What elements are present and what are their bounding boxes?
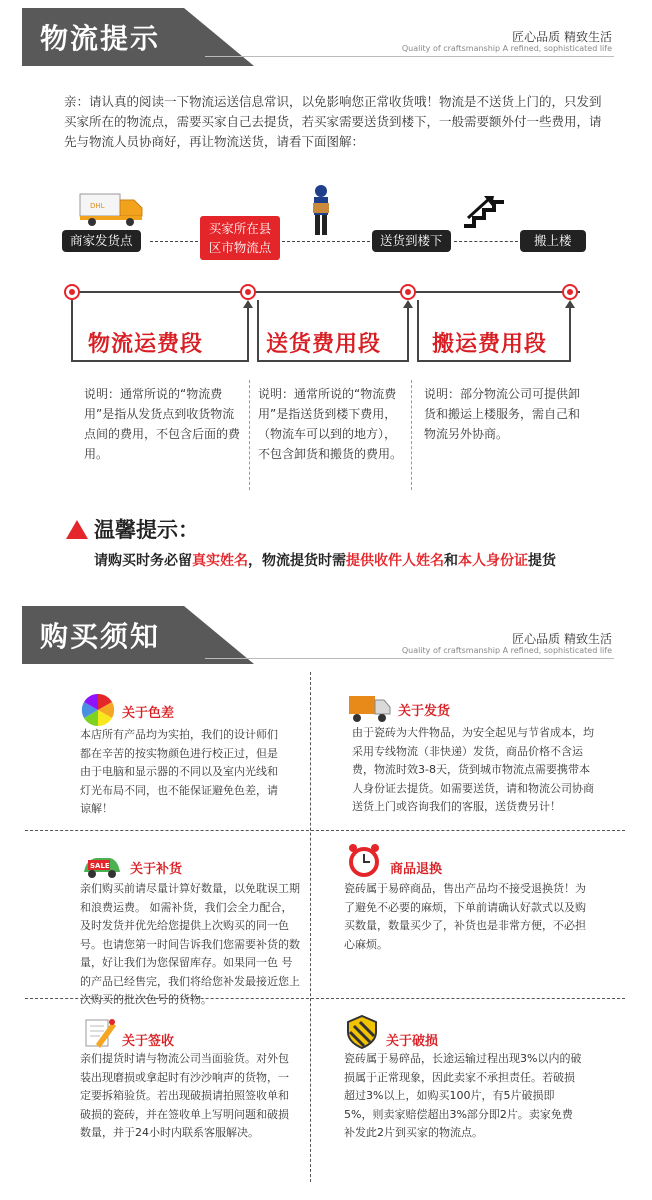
warning-part-1: 请购买时务必留 bbox=[94, 553, 192, 569]
cards-divider-1 bbox=[25, 830, 625, 831]
segment-desc-3: 说明：部分物流公司可提供卸货和搬运上楼服务，需自己和物流另外协商。 bbox=[424, 387, 581, 441]
warning-part-3: ，物流提货时需 bbox=[248, 553, 346, 569]
segment-title-3: 搬运费用段 bbox=[432, 332, 548, 357]
bracket-1-bottom bbox=[71, 360, 249, 362]
sign-pencil-icon bbox=[82, 1014, 118, 1050]
shield-icon bbox=[344, 1014, 380, 1050]
card-title-color: 关于色差 bbox=[122, 706, 175, 721]
warning-title bbox=[66, 514, 199, 544]
flow-step-merchant: 商家发货点 bbox=[62, 230, 141, 252]
delivery-truck-icon bbox=[348, 690, 392, 726]
purchase-tag-cn: 匠心品质 精致生活 bbox=[512, 632, 612, 646]
card-text-damage: 瓷砖属于易碎品，长途运输过程出现3%以内的破损属于正常现象，因此卖家不承担责任。若破损超过3%以上，如购买100片，有5片破损即5%，则卖家赔偿超出3%部分即2片。卖家免费补发此2片到买家的物流点。 bbox=[344, 1052, 582, 1139]
bracket-3-bottom bbox=[417, 360, 571, 362]
flow-connector-2 bbox=[282, 241, 370, 242]
card-title-damage: 关于破损 bbox=[386, 1034, 439, 1049]
warning-line bbox=[94, 550, 556, 570]
flow-step2-line1: 买家所在县 bbox=[208, 221, 272, 236]
logistics-rule bbox=[205, 56, 614, 57]
stairs-icon bbox=[460, 192, 510, 230]
flow-connector-1 bbox=[150, 241, 198, 242]
flow-step2-line2: 区市物流点 bbox=[208, 240, 272, 255]
card-title-signing: 关于签收 bbox=[122, 1034, 175, 1049]
warning-part-2: 真实姓名 bbox=[192, 553, 248, 569]
timeline-node-2 bbox=[240, 284, 256, 300]
warning-title-text: 温馨提示： bbox=[94, 518, 199, 542]
segment-desc-2: 说明：通常所说的“物流费用”是指送货到楼下费用，（物流车可以到的地方），不包含卸货和搬货的费用。 bbox=[258, 387, 403, 461]
alarm-clock-icon bbox=[346, 842, 382, 878]
bracket-3-right bbox=[569, 306, 571, 362]
card-text-shipping: 由于瓷砖为大件物品，为安全起见与节省成本，均采用专线物流（非快递）发货，商品价格不含运费，物流时效3-8天，货到城市物流点需要携带本人身份证去提货。如需要送货，请和物流公司协商送货上门或咨询我们的客服，送货费另计！ bbox=[352, 726, 594, 813]
card-text-returns: 瓷砖属于易碎商品，售出产品均不接受退换货！为了避免不必要的麻烦，下单前请确认好款式以及购买数量，数量买少了，补货也是非常方便，不必担心麻烦。 bbox=[344, 882, 586, 951]
sale-car-icon bbox=[80, 848, 124, 884]
bracket-2-left bbox=[257, 300, 259, 362]
segment-title-1: 物流运费段 bbox=[88, 332, 204, 357]
purchase-banner-tail bbox=[184, 606, 254, 664]
bracket-2-bottom bbox=[257, 360, 409, 362]
warning-part-6: 本人身份证 bbox=[458, 553, 528, 569]
purchase-tag-en: Quality of craftsmanship A refined, sophisticated life bbox=[401, 646, 612, 655]
bracket-3-arrow bbox=[565, 300, 575, 308]
delivery-truck-icon bbox=[78, 192, 146, 228]
bracket-2-right bbox=[407, 306, 409, 362]
card-text-restock: 亲们购买前请尽量计算好数量，以免耽误工期和浪费运费。 如需补货，我们会全力配合，及时发货并优先给您提供上次购买的同一色号。也请您第一时间告诉我们您需要补货的数量，好让我们为您保留库存。如果同一色 号的产品已经售完，我们将给您补发最接近您上次购买的批次色号的货物。 bbox=[80, 882, 300, 1006]
card-title-returns: 商品退换 bbox=[390, 862, 443, 877]
logistics-banner bbox=[22, 8, 184, 66]
warning-part-7: 提货 bbox=[528, 553, 556, 569]
purchase-rule bbox=[205, 658, 614, 659]
bracket-2-arrow bbox=[403, 300, 413, 308]
intro-text: 亲：请认真的阅读一下物流运送信息常识，以免影响您正常收货哦！物流是不送货上门的，只发到买家所在的物流点，需要买家自己去提货，若买家需要送货到楼下，一般需要额外付一些费用，请先与物流人员协商好，再让物流送货，请看下面图解： bbox=[64, 94, 602, 149]
desc-divider-2 bbox=[411, 380, 412, 490]
bracket-1-arrow bbox=[243, 300, 253, 308]
warning-part-5: 和 bbox=[444, 553, 458, 569]
logistics-banner-tail bbox=[184, 8, 254, 66]
flow-step-downstairs: 送货到楼下 bbox=[372, 230, 451, 252]
card-text-signing: 亲们提货时请与物流公司当面验货。对外包装出现磨损或拿起时有沙沙响声的货物，一定要拆箱验货。若出现破损请拍照签收单和破损的瓷砖，并在签收单上写明问题和破损数量，并于24小时内联系客服解决。 bbox=[80, 1052, 289, 1139]
flow-connector-3 bbox=[454, 241, 518, 242]
cards-vertical-divider bbox=[310, 672, 311, 1182]
warning-triangle-icon bbox=[66, 520, 88, 539]
bracket-1-left bbox=[71, 300, 73, 362]
segment-title-2: 送货费用段 bbox=[266, 332, 382, 357]
timeline-node-4 bbox=[562, 284, 578, 300]
segment-desc-1: 说明：通常所说的“物流费用”是指从发货点到收货物流点间的费用，不包含后面的费用。 bbox=[84, 387, 241, 461]
logistics-tag-en: Quality of craftsmanship A refined, sophisticated life bbox=[401, 44, 612, 53]
timeline-node-1 bbox=[64, 284, 80, 300]
timeline-node-3 bbox=[400, 284, 416, 300]
bracket-3-left bbox=[417, 300, 419, 362]
svg-text:SALE: SALE bbox=[90, 862, 110, 870]
card-title-shipping: 关于发货 bbox=[398, 704, 451, 719]
courier-person-icon bbox=[304, 183, 338, 239]
color-palette-icon bbox=[80, 692, 116, 728]
flow-step-buyer-point bbox=[200, 216, 280, 260]
purchase-banner bbox=[22, 606, 184, 664]
logistics-title: 物流提示 bbox=[40, 22, 161, 55]
desc-divider-1 bbox=[249, 380, 250, 490]
warning-part-4: 提供收件人姓名 bbox=[346, 553, 444, 569]
bracket-1-right bbox=[247, 306, 249, 362]
flow-step-upstairs: 搬上楼 bbox=[520, 230, 586, 252]
logistics-tag-cn: 匠心品质 精致生活 bbox=[512, 30, 612, 44]
card-text-color: 本店所有产品均为实拍，我们的设计师们都在辛苦的按实物颜色进行校正过，但是由于电脑和显示器的不同以及室内光线和灯光布局不同，也不能保证避免色差，请谅解！ bbox=[80, 728, 278, 815]
purchase-title: 购买须知 bbox=[40, 620, 161, 653]
card-title-restock: 关于补货 bbox=[130, 862, 183, 877]
timeline-line bbox=[72, 291, 580, 293]
svg-text:DHL: DHL bbox=[90, 202, 105, 210]
